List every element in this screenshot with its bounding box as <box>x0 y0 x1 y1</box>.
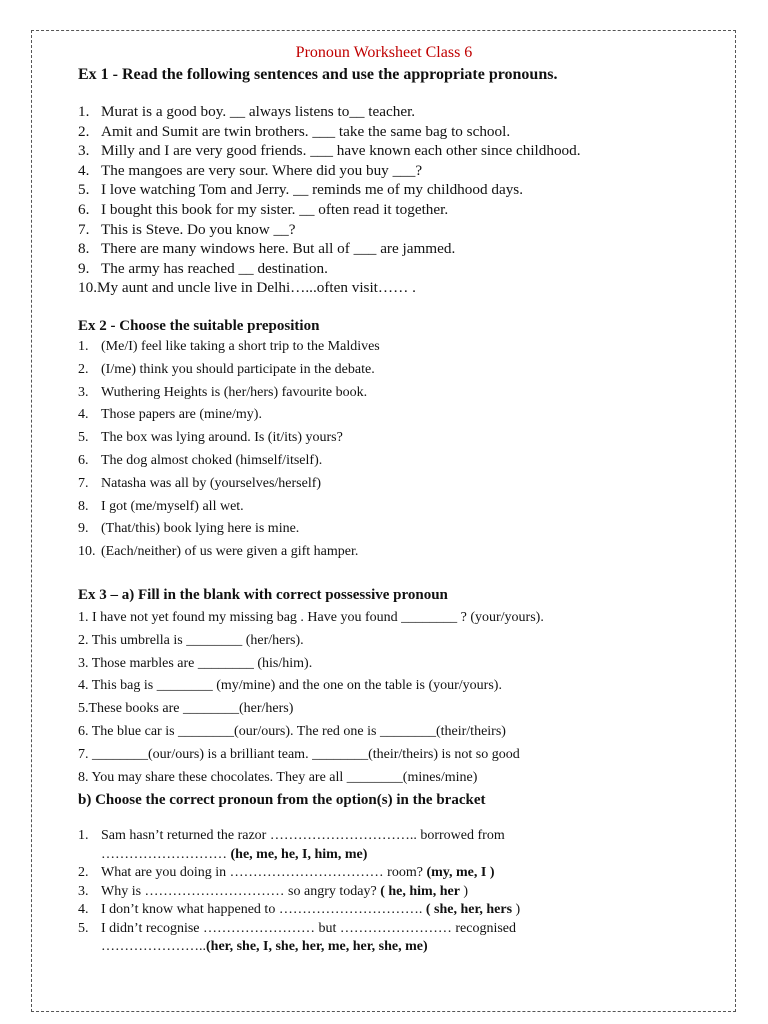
list-item: 7. ________(our/ours) is a brilliant team. ________(their/theirs) is not so good <box>78 746 520 762</box>
ex2-heading: Ex 2 - Choose the suitable preposition <box>78 318 320 334</box>
list-item: 3. Those marbles are ________ (his/him). <box>78 655 313 671</box>
list-item: 7. This is Steve. Do you know __? <box>78 220 296 238</box>
ex2-list <box>78 336 380 564</box>
list-item: 6. I bought this book for my sister. __ often read it together. <box>78 200 449 218</box>
list-item: 4. I don’t know what happened to …………………………. ( she, her, hers ) <box>78 902 521 917</box>
ex3b-heading: b) Choose the correct pronoun from the option(s) in the bracket <box>78 792 486 808</box>
ex3a-list <box>78 607 544 789</box>
list-item: 1. Sam hasn’t returned the razor ………………………….. borrowed from ……………………… (he, me, he, I, him, me) <box>78 828 505 862</box>
list-item: 4. The mangoes are very sour. Where did you buy ___? <box>78 161 423 179</box>
list-item: 5.These books are ________(her/hers) <box>78 701 294 717</box>
list-item: 3. Wuthering Heights is (her/hers) favourite book. <box>78 384 368 400</box>
list-item: 9. (That/this) book lying here is mine. <box>78 521 300 537</box>
list-item: 2. Amit and Sumit are twin brothers. ___ take the same bag to school. <box>78 122 511 140</box>
list-item: 10. (Each/neither) of us were given a gift hamper. <box>78 544 359 560</box>
ex3-heading: Ex 3 – a) Fill in the blank with correct possessive pronoun <box>78 587 448 603</box>
list-item: 2. This umbrella is ________ (her/hers). <box>78 632 304 648</box>
list-item: 1. Murat is a good boy. __ always listens to__ teacher. <box>78 103 416 120</box>
list-item: 8. There are many windows here. But all of ___ are jammed. <box>78 240 456 258</box>
list-item: 7. Natasha was all by (yourselves/herself) <box>78 475 322 491</box>
list-item: 5. The box was lying around. Is (it/its) yours? <box>78 430 343 446</box>
list-item: 3. Milly and I are very good friends. ___ have known each other since childhood. <box>78 142 581 160</box>
list-item: 8. You may share these chocolates. They are all ________(mines/mine) <box>78 769 478 785</box>
list-item: 4. This bag is ________ (my/mine) and the one on the table is (your/yours). <box>78 678 502 694</box>
list-item: 2. (I/me) think you should participate in the debate. <box>78 361 375 377</box>
ex3b-list <box>78 827 520 957</box>
list-item: 6. The blue car is ________(our/ours). The red one is ________(their/theirs) <box>78 723 506 739</box>
list-item: 10.My aunt and uncle live in Delhi…...often visit…… . <box>78 279 416 297</box>
list-item: 4. Those papers are (mine/my). <box>78 407 262 423</box>
ex1-list <box>78 102 581 298</box>
ex1-heading: Ex 1 - Read the following sentences and use the appropriate pronouns. <box>78 66 558 83</box>
list-item: 1. (Me/I) feel like taking a short trip to the Maldives <box>78 339 380 354</box>
list-item: 9. The army has reached __ destination. <box>78 259 328 277</box>
list-item: 5. I didn’t recognise …………………… but …………………… recognised …………………..(her, she, I, she, her, me, her, she, me) <box>78 920 517 954</box>
list-item: 3. Why is ………………………… so angry today? ( he, him, her ) <box>78 883 469 899</box>
list-item: 2. What are you doing in …………………………… room? (my, me, I ) <box>78 865 495 880</box>
list-item: 5. I love watching Tom and Jerry. __ reminds me of my childhood days. <box>78 181 523 199</box>
list-item: 6. The dog almost choked (himself/itself). <box>78 452 323 468</box>
list-item: 8. I got (me/myself) all wet. <box>78 498 244 514</box>
worksheet-title: Pronoun Worksheet Class 6 <box>295 44 473 61</box>
list-item: 1. I have not yet found my missing bag . Have you found ________ ? (your/yours). <box>78 610 544 625</box>
